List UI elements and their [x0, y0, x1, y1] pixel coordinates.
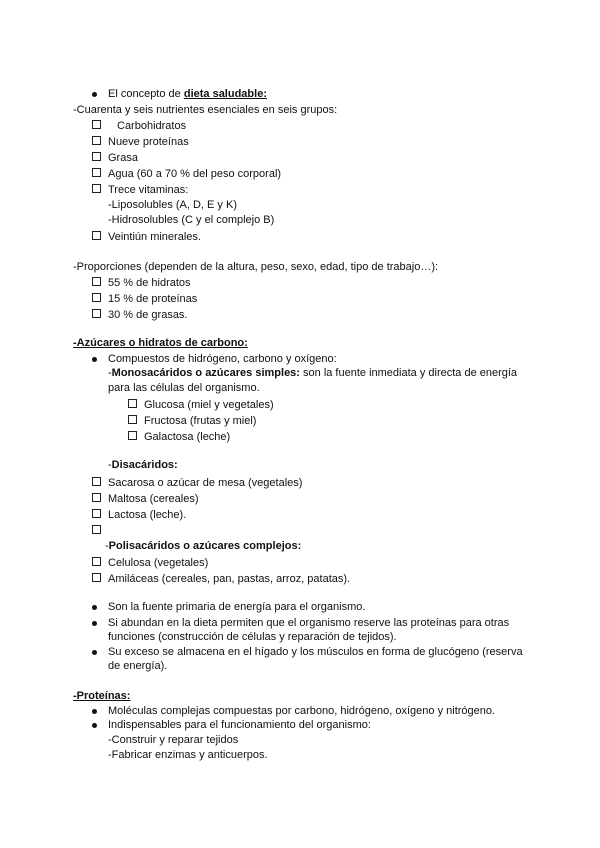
carbs-compounds: Compuestos de hidrógeno, carbono y oxígeno: — [108, 353, 337, 365]
bullet-icon — [92, 621, 97, 626]
list-item: Glucosa (miel y vegetales) — [144, 399, 274, 411]
vitamin-sub-item: -Liposolubles (A, D, E y K) — [108, 199, 237, 211]
list-item: Trece vitaminas: — [108, 184, 189, 196]
protein-sub-item: -Fabricar enzimas y anticuerpos. — [108, 749, 268, 761]
checkbox-icon[interactable] — [92, 152, 101, 161]
checkbox-icon[interactable] — [92, 509, 101, 518]
carb-fact: funciones (construcción de células y reparación de tejidos). — [108, 631, 397, 643]
carb-fact: de energía). — [108, 660, 168, 672]
carb-fact: Su exceso se almacena en el hígado y los músculos en forma de glucógeno (reserva — [108, 646, 523, 658]
protein-fact: Indispensables para el funcionamiento del organismo: — [108, 719, 371, 731]
checkbox-icon[interactable] — [128, 399, 137, 408]
bullet-icon — [92, 92, 97, 97]
list-item: Fructosa (frutas y miel) — [144, 415, 257, 427]
bullet-icon — [92, 605, 97, 610]
polysaccharides-heading: -Polisacáridos o azúcares complejos: — [105, 540, 302, 552]
list-item: 30 % de grasas. — [108, 309, 188, 321]
bullet-icon — [92, 650, 97, 655]
bullet-icon — [92, 709, 97, 714]
carb-fact: Si abundan en la dieta permiten que el organismo reserve las proteínas para otras — [108, 617, 510, 629]
proportions-heading: -Proporciones (dependen de la altura, peso, sexo, edad, tipo de trabajo…): — [73, 261, 439, 273]
mono-line: -Monosacáridos o azúcares simples: son la fuente inmediata y directa de energía — [108, 367, 518, 379]
checkbox-icon[interactable] — [128, 415, 137, 424]
checkbox-icon[interactable] — [92, 573, 101, 582]
list-item: Grasa — [108, 152, 138, 164]
checkbox-icon[interactable] — [92, 309, 101, 318]
list-item: Lactosa (leche). — [108, 509, 187, 521]
carbs-heading: -Azúcares o hidratos de carbono: — [73, 337, 248, 349]
list-item: Veintiún minerales. — [108, 231, 201, 243]
intro-line: El concepto de dieta saludable: — [108, 88, 267, 100]
list-item: 55 % de hidratos — [108, 277, 191, 289]
list-item: 15 % de proteínas — [108, 293, 198, 305]
vitamin-sub-item: -Hidrosolubles (C y el complejo B) — [108, 214, 275, 226]
list-item: Maltosa (cereales) — [108, 493, 199, 505]
list-item: Sacarosa o azúcar de mesa (vegetales) — [108, 477, 303, 489]
proteins-heading: -Proteínas: — [73, 690, 131, 702]
checkbox-icon[interactable] — [92, 493, 101, 502]
list-item: Nueve proteínas — [108, 136, 189, 148]
disaccharides-heading: -Disacáridos: — [108, 459, 178, 471]
carb-fact: Son la fuente primaria de energía para el organismo. — [108, 601, 366, 613]
list-item: Carbohidratos — [117, 120, 187, 132]
checkbox-icon[interactable] — [92, 525, 101, 534]
checkbox-icon[interactable] — [92, 136, 101, 145]
protein-sub-item: -Construir y reparar tejidos — [108, 734, 239, 746]
bullet-icon — [92, 723, 97, 728]
list-item: Galactosa (leche) — [144, 431, 231, 443]
checkbox-icon[interactable] — [92, 477, 101, 486]
checkbox-icon[interactable] — [92, 168, 101, 177]
list-item: Agua (60 a 70 % del peso corporal) — [108, 168, 282, 180]
checkbox-icon[interactable] — [92, 120, 101, 129]
list-item: Amiláceas (cereales, pan, pastas, arroz, patatas). — [108, 573, 351, 585]
protein-fact: Moléculas complejas compuestas por carbono, hidrógeno, oxígeno y nitrógeno. — [108, 705, 496, 717]
bullet-icon — [92, 357, 97, 362]
checkbox-icon[interactable] — [92, 293, 101, 302]
checkbox-icon[interactable] — [92, 231, 101, 240]
checkbox-icon[interactable] — [128, 431, 137, 440]
checkbox-icon[interactable] — [92, 557, 101, 566]
checkbox-icon[interactable] — [92, 184, 101, 193]
nutrients-heading: -Cuarenta y seis nutrientes esenciales en seis grupos: — [73, 104, 338, 116]
checkbox-icon[interactable] — [92, 277, 101, 286]
list-item: Celulosa (vegetales) — [108, 557, 209, 569]
mono-line-2: para las células del organismo. — [108, 382, 260, 394]
